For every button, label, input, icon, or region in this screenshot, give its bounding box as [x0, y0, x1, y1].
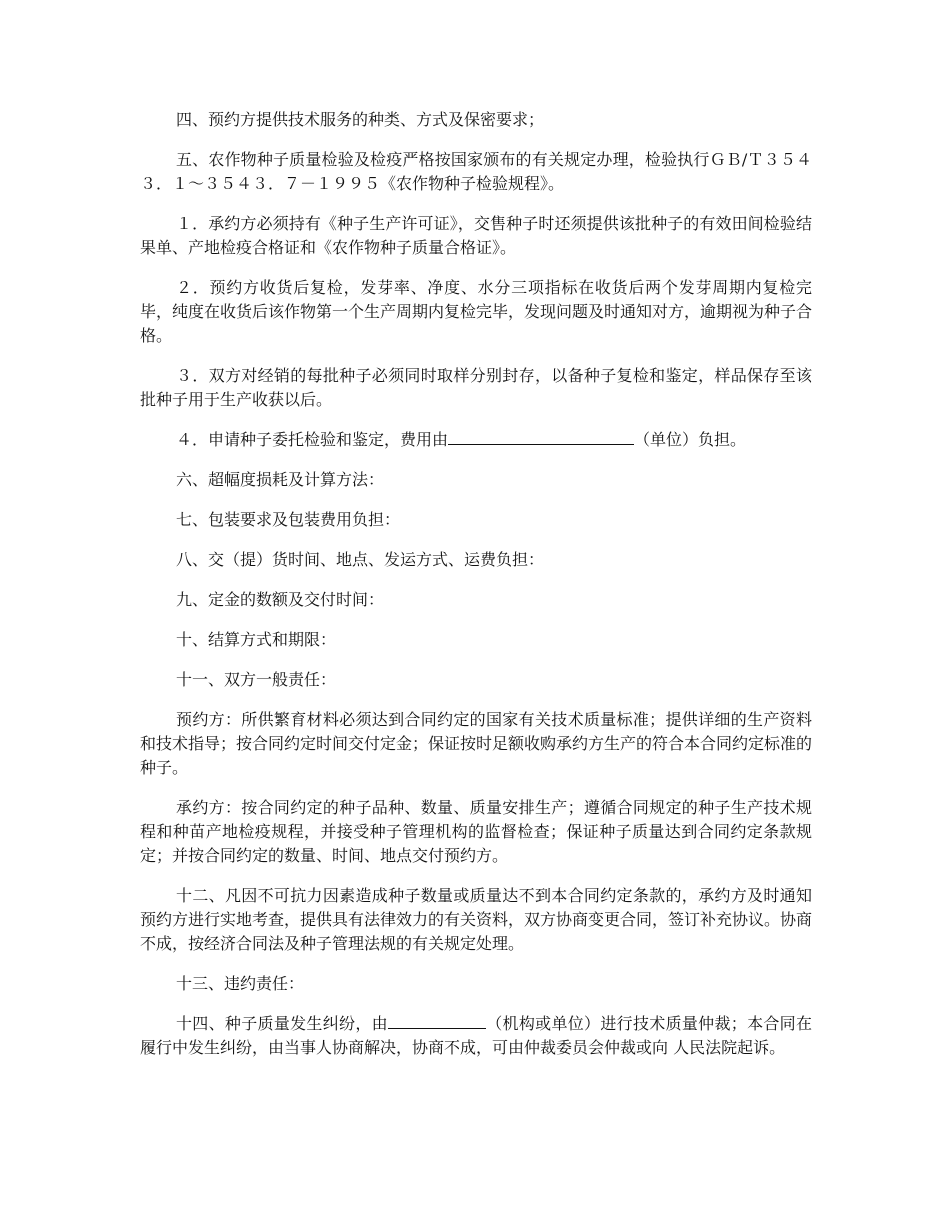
clause-6 — [140, 468, 812, 492]
clause-5-item-1-text: １．承约方必须持有《种子生产许可证》，交售种子时还须提供该批种子的有效田间检验结果单、产地检疫合格证和《农作物种子质量合格证》。 — [140, 214, 812, 257]
clause-11-party-b-text: 承约方：按合同约定的种子品种、数量、质量安排生产；遵循合同规定的种子生产技术规程和种苗产地检疫规程，并接受种子管理机构的监督检查；保证种子质量达到合同约定条款规定；并按合同约定的数量、时间、地点交付预约方。 — [140, 798, 812, 865]
clause-5-item-4-text-b: （单位）负担。 — [634, 430, 747, 449]
clause-8 — [140, 548, 812, 572]
clause-5-text: 五、农作物种子质量检验及检疫严格按国家颁布的有关规定办理，检验执行ＧＢ/Ｔ３５４３．１～３５４３．７－１９９５《农作物种子检验规程》。 — [140, 150, 812, 193]
clause-5-item-3 — [140, 364, 812, 412]
clause-11-party-a-text: 预约方：所供繁育材料必须达到合同约定的国家有关技术质量标准；提供详细的生产资料和技术指导；按合同约定时间交付定金；保证按时足额收购承约方生产的符合本合同约定标准的种子。 — [140, 710, 813, 777]
clause-5-item-2-text: ２．预约方收货后复检，发芽率、净度、水分三项指标在收货后两个发芽周期内复检完毕，纯度在收货后该作物第一个生产周期内复检完毕，发现问题及时通知对方，逾期视为种子合格。 — [140, 278, 813, 345]
clause-9-text: 九、定金的数额及交付时间： — [176, 590, 385, 609]
clause-7-text: 七、包装要求及包装费用负担： — [176, 510, 401, 529]
clause-4-text: 四、预约方提供技术服务的种类、方式及保密要求； — [176, 110, 545, 129]
clause-5-item-4-text-a: ４．申请种子委托检验和鉴定，费用由 — [176, 430, 449, 449]
clause-10-text: 十、结算方式和期限： — [176, 630, 337, 649]
clause-4 — [140, 108, 812, 132]
clause-11 — [140, 668, 812, 692]
clause-14-text-b: （机构或单位）进行技术质量仲裁；本合同在履行中发生纠纷，由当事人协商解决，协商不成，可由仲裁委员会仲裁或向 人民法院起诉。 — [140, 1014, 812, 1057]
clause-12 — [140, 884, 812, 956]
fee-payer-blank[interactable] — [448, 428, 634, 445]
clause-5-item-3-text: ３．双方对经销的每批种子必须同时取样分别封存，以备种子复检和鉴定，样品保存至该批种子用于生产收获以后。 — [140, 366, 812, 409]
clause-10 — [140, 628, 812, 652]
clause-5-item-4 — [140, 428, 812, 452]
clause-5-item-2 — [140, 276, 812, 348]
clause-12-text: 十二、凡因不可抗力因素造成种子数量或质量达不到本合同约定条款的，承约方及时通知预约方进行实地考查，提供具有法律效力的有关资料，双方协商变更合同，签订补充协议。协商不成，按经济合同法及种子管理法规的有关规定处理。 — [140, 886, 813, 953]
clause-13-text: 十三、违约责任： — [176, 974, 305, 993]
arbitration-body-blank[interactable] — [388, 1012, 486, 1029]
clause-13 — [140, 972, 812, 996]
clause-14-text-a: 十四、种子质量发生纠纷，由 — [176, 1014, 388, 1033]
clause-14 — [140, 1012, 812, 1060]
clause-8-text: 八、交（提）货时间、地点、发运方式、运费负担： — [176, 550, 545, 569]
clause-5-item-1 — [140, 212, 812, 260]
clause-11-text: 十一、双方一般责任： — [176, 670, 337, 689]
clause-5 — [140, 148, 812, 196]
clause-6-text: 六、超幅度损耗及计算方法： — [176, 470, 385, 489]
document-page — [140, 108, 812, 1076]
clause-9 — [140, 588, 812, 612]
clause-11-party-b — [140, 796, 812, 868]
clause-11-party-a — [140, 708, 812, 780]
clause-7 — [140, 508, 812, 532]
